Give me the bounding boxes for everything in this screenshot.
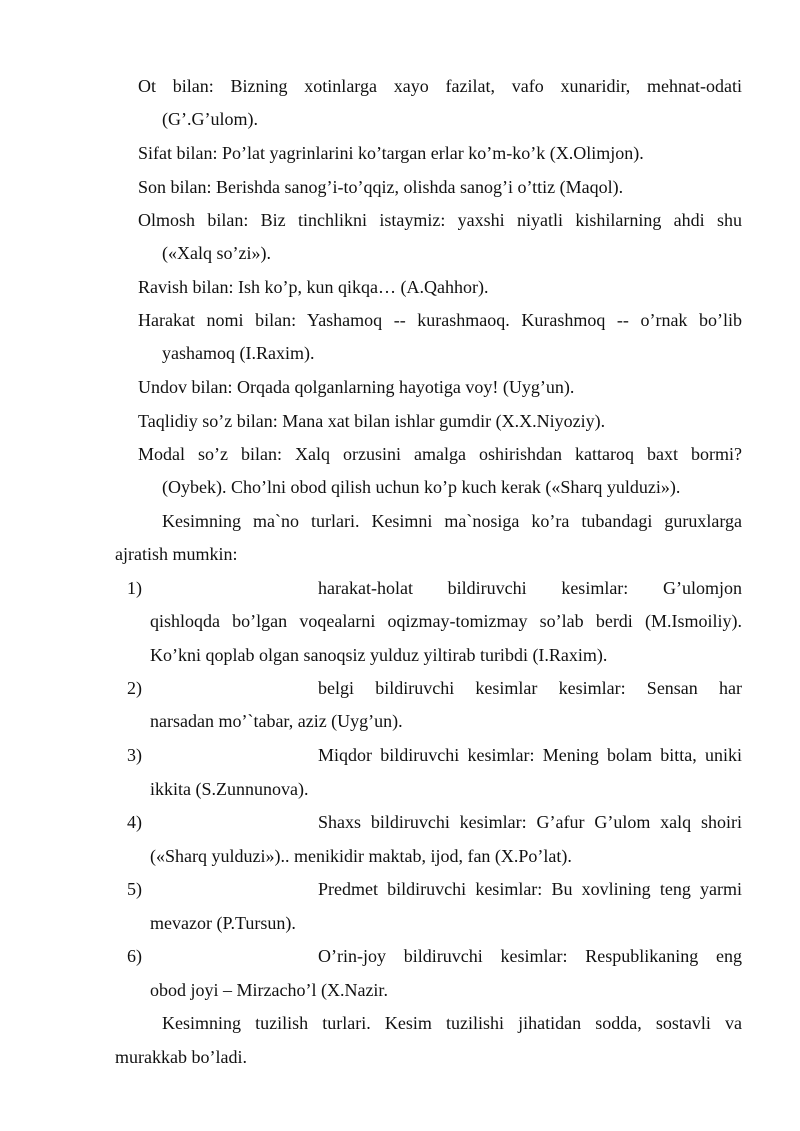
list-item-line2: mevazor (P.Tursun). — [150, 913, 296, 933]
paragraph-ot-line1: Ot bilan: Bizning xotinlarga xayo fazilat, vafo xunaridir, mehnat-odati — [138, 76, 742, 96]
list-item-number: 5) — [127, 879, 142, 899]
paragraph-structure-types-line2: murakkab bo’ladi. — [115, 1047, 247, 1067]
list-item-number: 6) — [127, 946, 142, 966]
paragraph-structure-types-line1: Kesimning tuzilish turlari. Kesim tuzilishi jihatidan sodda, sostavli va — [162, 1013, 742, 1033]
list-item-line2: ikkita (S.Zunnunova). — [150, 779, 309, 799]
paragraph-meaning-types-line2: ajratish mumkin: — [115, 544, 238, 564]
list-item-line3: Ko’kni qoplab olgan sanoqsiz yulduz yiltirab turibdi (I.Raxim). — [150, 645, 608, 665]
paragraph-olmosh-line2: («Xalq so’zi»). — [162, 243, 271, 263]
list-item-line1: belgi bildiruvchi kesimlar kesimlar: Sensan har — [318, 678, 742, 698]
list-item-number: 1) — [127, 578, 142, 598]
paragraph-meaning-types-line1: Kesimning ma`no turlari. Kesimni ma`nosiga ko’ra tubandagi guruxlarga — [162, 511, 742, 531]
paragraph-ravish: Ravish bilan: Ish ko’p, kun qikqa… (A.Qahhor). — [138, 277, 489, 297]
list-item-number: 3) — [127, 745, 142, 765]
list-item-line2: («Sharq yulduzi»).. menikidir maktab, ijod, fan (X.Po’lat). — [150, 846, 572, 866]
list-item-line1: O’rin-joy bildiruvchi kesimlar: Respublikaning eng — [318, 946, 742, 966]
list-item-line1: Miqdor bildiruvchi kesimlar: Mening bolam bitta, uniki — [318, 745, 742, 765]
paragraph-harakat-nomi-line2: yashamoq (I.Raxim). — [162, 343, 315, 363]
paragraph-olmosh-line1: Olmosh bilan: Biz tinchlikni istaymiz: yaxshi niyatli kishilarning ahdi shu — [138, 210, 742, 230]
list-item-number: 4) — [127, 812, 142, 832]
paragraph-son: Son bilan: Berishda sanog’i-to’qqiz, olishda sanog’i o’ttiz (Maqol). — [138, 177, 624, 197]
list-item-line2: narsadan mo’`tabar, aziz (Uyg’un). — [150, 711, 403, 731]
paragraph-undov: Undov bilan: Orqada qolganlarning hayotiga voy! (Uyg’un). — [138, 377, 575, 397]
list-item-number: 2) — [127, 678, 142, 698]
list-item-line1: Predmet bildiruvchi kesimlar: Bu xovlining teng yarmi — [318, 879, 742, 899]
paragraph-taqlidiy: Taqlidiy so’z bilan: Mana xat bilan ishlar gumdir (X.X.Niyoziy). — [138, 411, 606, 431]
list-item-line1: Shaxs bildiruvchi kesimlar: G’afur G’ulom xalq shoiri — [318, 812, 742, 832]
paragraph-ot-line2: (G’.G’ulom). — [162, 109, 258, 129]
paragraph-sifat: Sifat bilan: Po’lat yagrinlarini ko’targan erlar ko’m-ko’k (X.Olimjon). — [138, 143, 644, 163]
paragraph-harakat-nomi-line1: Harakat nomi bilan: Yashamoq -- kurashmaoq. Kurashmoq -- o’rnak bo’lib — [138, 310, 742, 330]
paragraph-modal-line2: (Oybek). Cho’lni obod qilish uchun ko’p kuch kerak («Sharq yulduzi»). — [162, 477, 681, 497]
paragraph-modal-line1: Modal so’z bilan: Xalq orzusini amalga oshirishdan kattaroq baxt bormi? — [138, 444, 742, 464]
list-item-line2: obod joyi – Mirzacho’l (X.Nazir. — [150, 980, 388, 1000]
list-item-line2: qishloqda bo’lgan voqealarni oqizmay-tomizmay so’lab berdi (M.Ismoiliy). — [150, 611, 742, 631]
list-item-line1: harakat-holat bildiruvchi kesimlar: G’ulomjon — [318, 578, 742, 598]
